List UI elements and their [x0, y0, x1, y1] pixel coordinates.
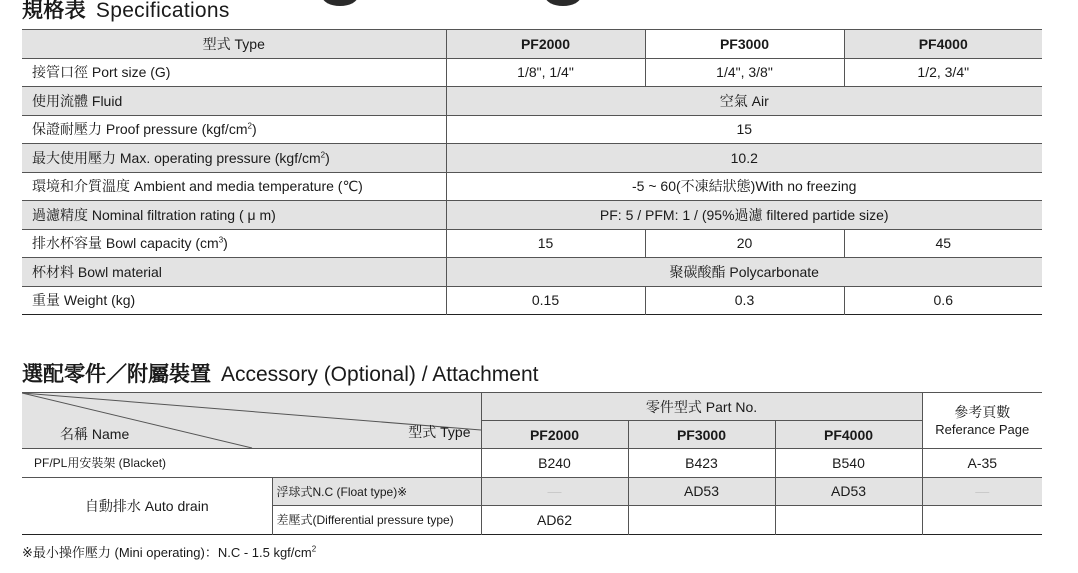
- cell-value: 空氣 Air: [446, 87, 1042, 116]
- cell-value: B540: [775, 449, 922, 478]
- row-label: 最大使用壓力 Max. operating pressure $(kgf/cm^2)$: [22, 144, 446, 173]
- header-pf3000: PF3000: [628, 421, 775, 449]
- cell-value: 20: [645, 229, 844, 258]
- spec-title-en: Specifications: [95, 0, 230, 22]
- cell-value: 0.15: [446, 286, 645, 315]
- row-label: 接管口徑 Port size (G): [22, 58, 446, 87]
- row-bowl-material: [22, 258, 1042, 287]
- row-fluid: [22, 87, 1042, 116]
- header-type: 型式 Type: [22, 30, 446, 59]
- cell-value: 0.6: [844, 286, 1042, 315]
- cell-value: 1/4", 3/8": [645, 58, 844, 87]
- row-temperature: [22, 172, 1042, 201]
- accessory-title: [22, 362, 538, 388]
- cell-value: [775, 506, 922, 535]
- differential-type-label: 差壓式(Differential pressure type): [272, 506, 481, 535]
- accessory-title-zh: 選配零件／附屬裝置: [22, 363, 211, 386]
- accessory-title-en: Accessory (Optional) / Attachment: [221, 363, 539, 386]
- row-label: 環境和介質溫度 Ambient and media temperature (℃): [22, 172, 446, 201]
- header-pf4000: PF4000: [775, 421, 922, 449]
- bracket-label: PF/PL用安裝架 (Blacket): [22, 449, 481, 478]
- row-label: 過濾精度 Nominal filtration rating ( μ m): [22, 201, 446, 230]
- spec-header-row: [22, 30, 1042, 59]
- cell-value: AD53: [775, 477, 922, 506]
- header-part-no: 零件型式 Part No.: [481, 393, 922, 421]
- header-ref-en: Referance Page: [935, 421, 1030, 437]
- header-pf4000: PF4000: [844, 30, 1042, 59]
- row-filtration: [22, 201, 1042, 230]
- cell-value: AD53: [628, 477, 775, 506]
- cell-value: 聚碳酸酯 Polycarbonate: [446, 258, 1042, 287]
- accessory-table: [22, 392, 1042, 535]
- accessory-header-row-1: [22, 393, 1042, 421]
- row-label: 排水杯容量 Bowl capacity $(cm^3)$: [22, 229, 446, 258]
- header-type: 型式 Type: [408, 424, 471, 440]
- cell-value: —: [481, 477, 628, 506]
- cell-value: 1/2, 3/4": [844, 58, 1042, 87]
- row-label: 保證耐壓力 Proof pressure $(kgf/cm^2)$: [22, 115, 446, 144]
- cell-value: 15: [446, 229, 645, 258]
- spec-title: [22, 0, 230, 24]
- row-port-size: [22, 58, 1042, 87]
- row-label: 重量 Weight (kg): [22, 286, 446, 315]
- cell-value: AD62: [481, 506, 628, 535]
- row-bracket: [22, 449, 1042, 478]
- header-reference-page: [922, 393, 1042, 449]
- header-name: 名稱 Name: [60, 426, 130, 442]
- row-auto-drain-float: [22, 477, 1042, 506]
- cell-value: PF: 5 / PFM: 1 / (95%過濾 filtered partide size): [446, 201, 1042, 230]
- cell-value: 10.2: [446, 144, 1042, 173]
- footnote: ※最小操作壓力 (Mini operating)：N.C - 1.5 kgf/$cm^2$: [22, 544, 317, 560]
- row-max-operating-pressure: [22, 144, 1042, 173]
- cell-value: -5 ~ 60(不凍結狀態)With no freezing: [446, 172, 1042, 201]
- row-proof-pressure: [22, 115, 1042, 144]
- cell-value: 15: [446, 115, 1042, 144]
- header-pf2000: PF2000: [446, 30, 645, 59]
- decorative-shape-left: [322, 0, 358, 6]
- specifications-table: [22, 29, 1042, 315]
- row-bowl-capacity: [22, 229, 1042, 258]
- cell-value: [628, 506, 775, 535]
- cell-value: B423: [628, 449, 775, 478]
- float-type-label: 浮球式N.C (Float type)※: [272, 477, 481, 506]
- cell-value: 45: [844, 229, 1042, 258]
- row-label: 杯材料 Bowl material: [22, 258, 446, 287]
- header-pf3000: PF3000: [645, 30, 844, 59]
- header-ref-zh: 參考頁數: [954, 403, 1011, 420]
- cell-value: 0.3: [645, 286, 844, 315]
- decorative-shape-right: [545, 0, 581, 6]
- header-pf2000: PF2000: [481, 421, 628, 449]
- cell-ref: [922, 506, 1042, 535]
- name-type-diagonal-header: [22, 393, 481, 449]
- cell-ref: A-35: [922, 449, 1042, 478]
- auto-drain-label: 自動排水 Auto drain: [22, 477, 272, 534]
- cell-value: B240: [481, 449, 628, 478]
- cell-ref: —: [922, 477, 1042, 506]
- spec-title-zh: 規格表: [22, 0, 86, 22]
- cell-value: 1/8", 1/4": [446, 58, 645, 87]
- row-weight: [22, 286, 1042, 315]
- row-label: 使用流體 Fluid: [22, 87, 446, 116]
